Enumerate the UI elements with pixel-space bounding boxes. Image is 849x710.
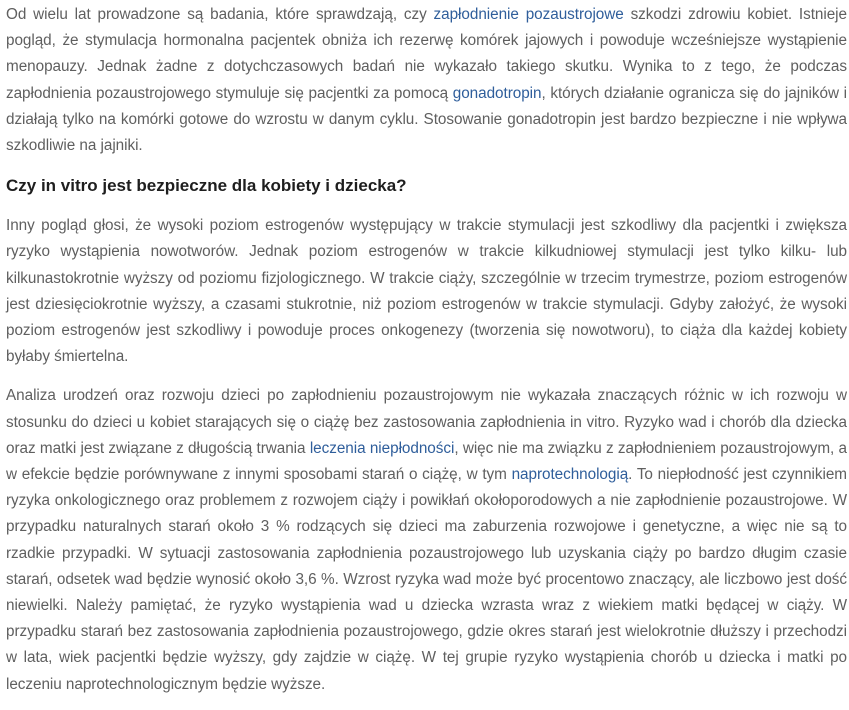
paragraph-text: . To niepłodność jest czynnikiem ryzyka onkologicznego oraz problemem z rozwojem ciąży i powikłań okołoporodowych a nie zapłodnienie pozaustrojowe. W przypadku naturalnych starań około 3 % rodzących się dzieci ma zaburzenia rozwojowe i genetyczne, a więc nie są to rzadkie przypadki. W sytuacji zastosowania zapłodnienia pozaustrojowego lub uzyskania ciąży po bardzo długim czasie starań, odsetek wad będzie wynosić około 3,6 %. Wzrost ryzyka wad może być procentowo znaczący, ale liczbowo jest dość niewielki. Należy pamiętać, że ryzyko wystąpienia wad u dziecka wzrasta wraz z wiekiem matki będącej w ciąży. W przypadku starań bez zastosowania zapłodnienia pozaustrojowego, gdzie okres starań jest wielokrotnie dłuższy i przechodzi w lata, wiek pacjentki będzie wyższy, gdy zajdzie w ciążę. W tej grupie ryzyko wystąpienia chorób u dziecka i matki po leczeniu naprotechnologicznym będzie wyższe. [6,466,847,693]
paragraph-intro [6,0,847,159]
paragraph-text: Analiza urodzeń oraz rozwoju dzieci po zapłodnieniu pozaustrojowym nie wykazała znaczących różnic w ich rozwoju w stosunku do dzieci u kobiet starających się o ciążę bez zastosowania zapłodnienia in vitro. Ryzyko wad i chorób dla dziecka oraz matki jest związane z długością trwania [6,387,847,457]
paragraph-text: szkodzi zdrowiu kobiet. Istnieje pogląd, że stymulacja hormonalna pacjentek obniża ich rezerwę komórek jajowych i powoduje wcześniejsze wystąpienie menopauzy. Jednak żadne z dotychczasowych badań nie wykazało takiego skutku. Wynika to z tego, że podczas zapłodnienia pozaustrojowego stymuluje się pacjentki za pomocą [6,6,847,102]
link-infertility-treatment[interactable]: leczenia niepłodności [309,439,455,457]
paragraph-text: , więc nie ma związku z zapłodnieniem pozaustrojowym, a w efekcie będzie porównywane z innymi sposobami starań o ciążę, w tym [6,439,848,484]
section-heading: Czy in vitro jest bezpieczne dla kobiety i dziecka? [6,176,407,196]
link-gonadotropin[interactable]: gonadotropin [452,84,542,102]
paragraph-analysis [6,383,847,697]
paragraph-text: , których działanie ogranicza się do jajników i działają tylko na komórki gotowe do wzrostu w danym cyklu. Stosowanie gonadotropin jest bardzo bezpieczne i nie wpływa szkodliwie na jajniki. [6,84,847,155]
link-naprotechnology[interactable]: naprotechnologią [511,466,629,484]
paragraph-estrogen: Inny pogląd głosi, że wysoki poziom estrogenów występujący w trakcie stymulacji jest szkodliwy dla pacjentki i zwiększa ryzyko wystąpienia nowotworów. Jednak poziom estrogenów w trakcie kilkudniowej stymulacji jest tylko kilku- lub kilkunastokrotnie wyższy od poziomu fizjologicznego. W trakcie ciąży, szczególnie w trzecim trymestrze, poziom estrogenów jest dziesięciokrotnie wyższy, a czasami stukrotnie, niż poziom estrogenów w trakcie stymulacji. Gdyby założyć, że wysoki poziom estrogenów jest szkodliwy i powoduje proces onkogenezy (tworzenia się nowotworu), to ciąża dla każdej kobiety byłaby śmiertelna. [6,217,847,366]
paragraph-text: Od wielu lat prowadzone są badania, które sprawdzają, czy [6,6,434,23]
link-in-vitro[interactable]: zapłodnienie pozaustrojowe [433,6,624,23]
